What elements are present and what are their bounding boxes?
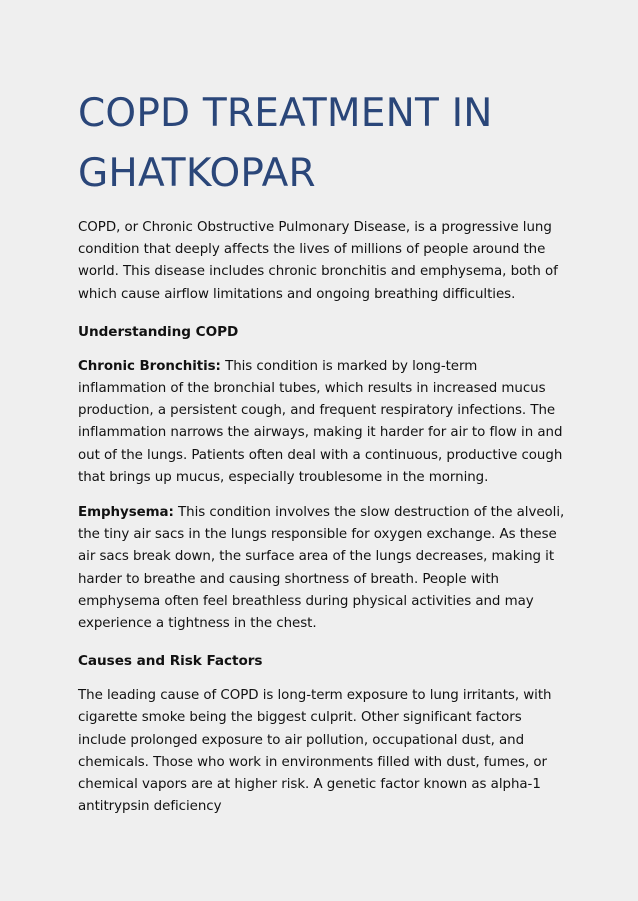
emphysema-paragraph [78,502,568,635]
chronic-bronchitis-label: Chronic Bronchitis: [78,358,221,374]
chronic-bronchitis-text: This condition is marked by long-term inflammation of the bronchial tubes, which results in increased mucus production, a persistent cough, and frequent respiratory infections. The inflammation narrows the airways, making it harder for air to flow in and out of the lungs. Patients often deal with a continuous, productive cough that brings up mucus, especially troublesome in the morning. [78,358,563,485]
chronic-bronchitis-paragraph [78,356,568,489]
document-page [78,84,568,818]
intro-paragraph: COPD, or Chronic Obstructive Pulmonary Disease, is a progressive lung condition that deeply affects the lives of millions of people around the world. This disease includes chronic bronchitis and emphysema, both of which cause airflow limitations and ongoing breathing difficulties. [78,220,558,302]
section-heading-causes-risk-factors: Causes and Risk Factors [78,653,263,670]
causes-paragraph: The leading cause of COPD is long-term exposure to lung irritants, with cigarette smoke being the biggest culprit. Other significant factors include prolonged exposure to air pollution, occupational dust, and chemicals. Those who work in environments filled with dust, fumes, or chemical vapors are at higher risk. A genetic factor known as alpha-1 antitrypsin deficiency [78,688,552,815]
emphysema-label: Emphysema: [78,505,174,521]
emphysema-text: This condition involves the slow destruction of the alveoli, the tiny air sacs in the lungs responsible for oxygen exchange. As these air sacs break down, the surface area of the lungs decreases, making it harder to breathe and causing shortness of breath. People with emphysema often feel breathless during physical activities and may experience a tightness in the chest. [78,505,565,632]
section-heading-understanding-copd: Understanding COPD [78,323,239,340]
page-title: COPD TREATMENT IN GHATKOPAR [78,91,493,196]
